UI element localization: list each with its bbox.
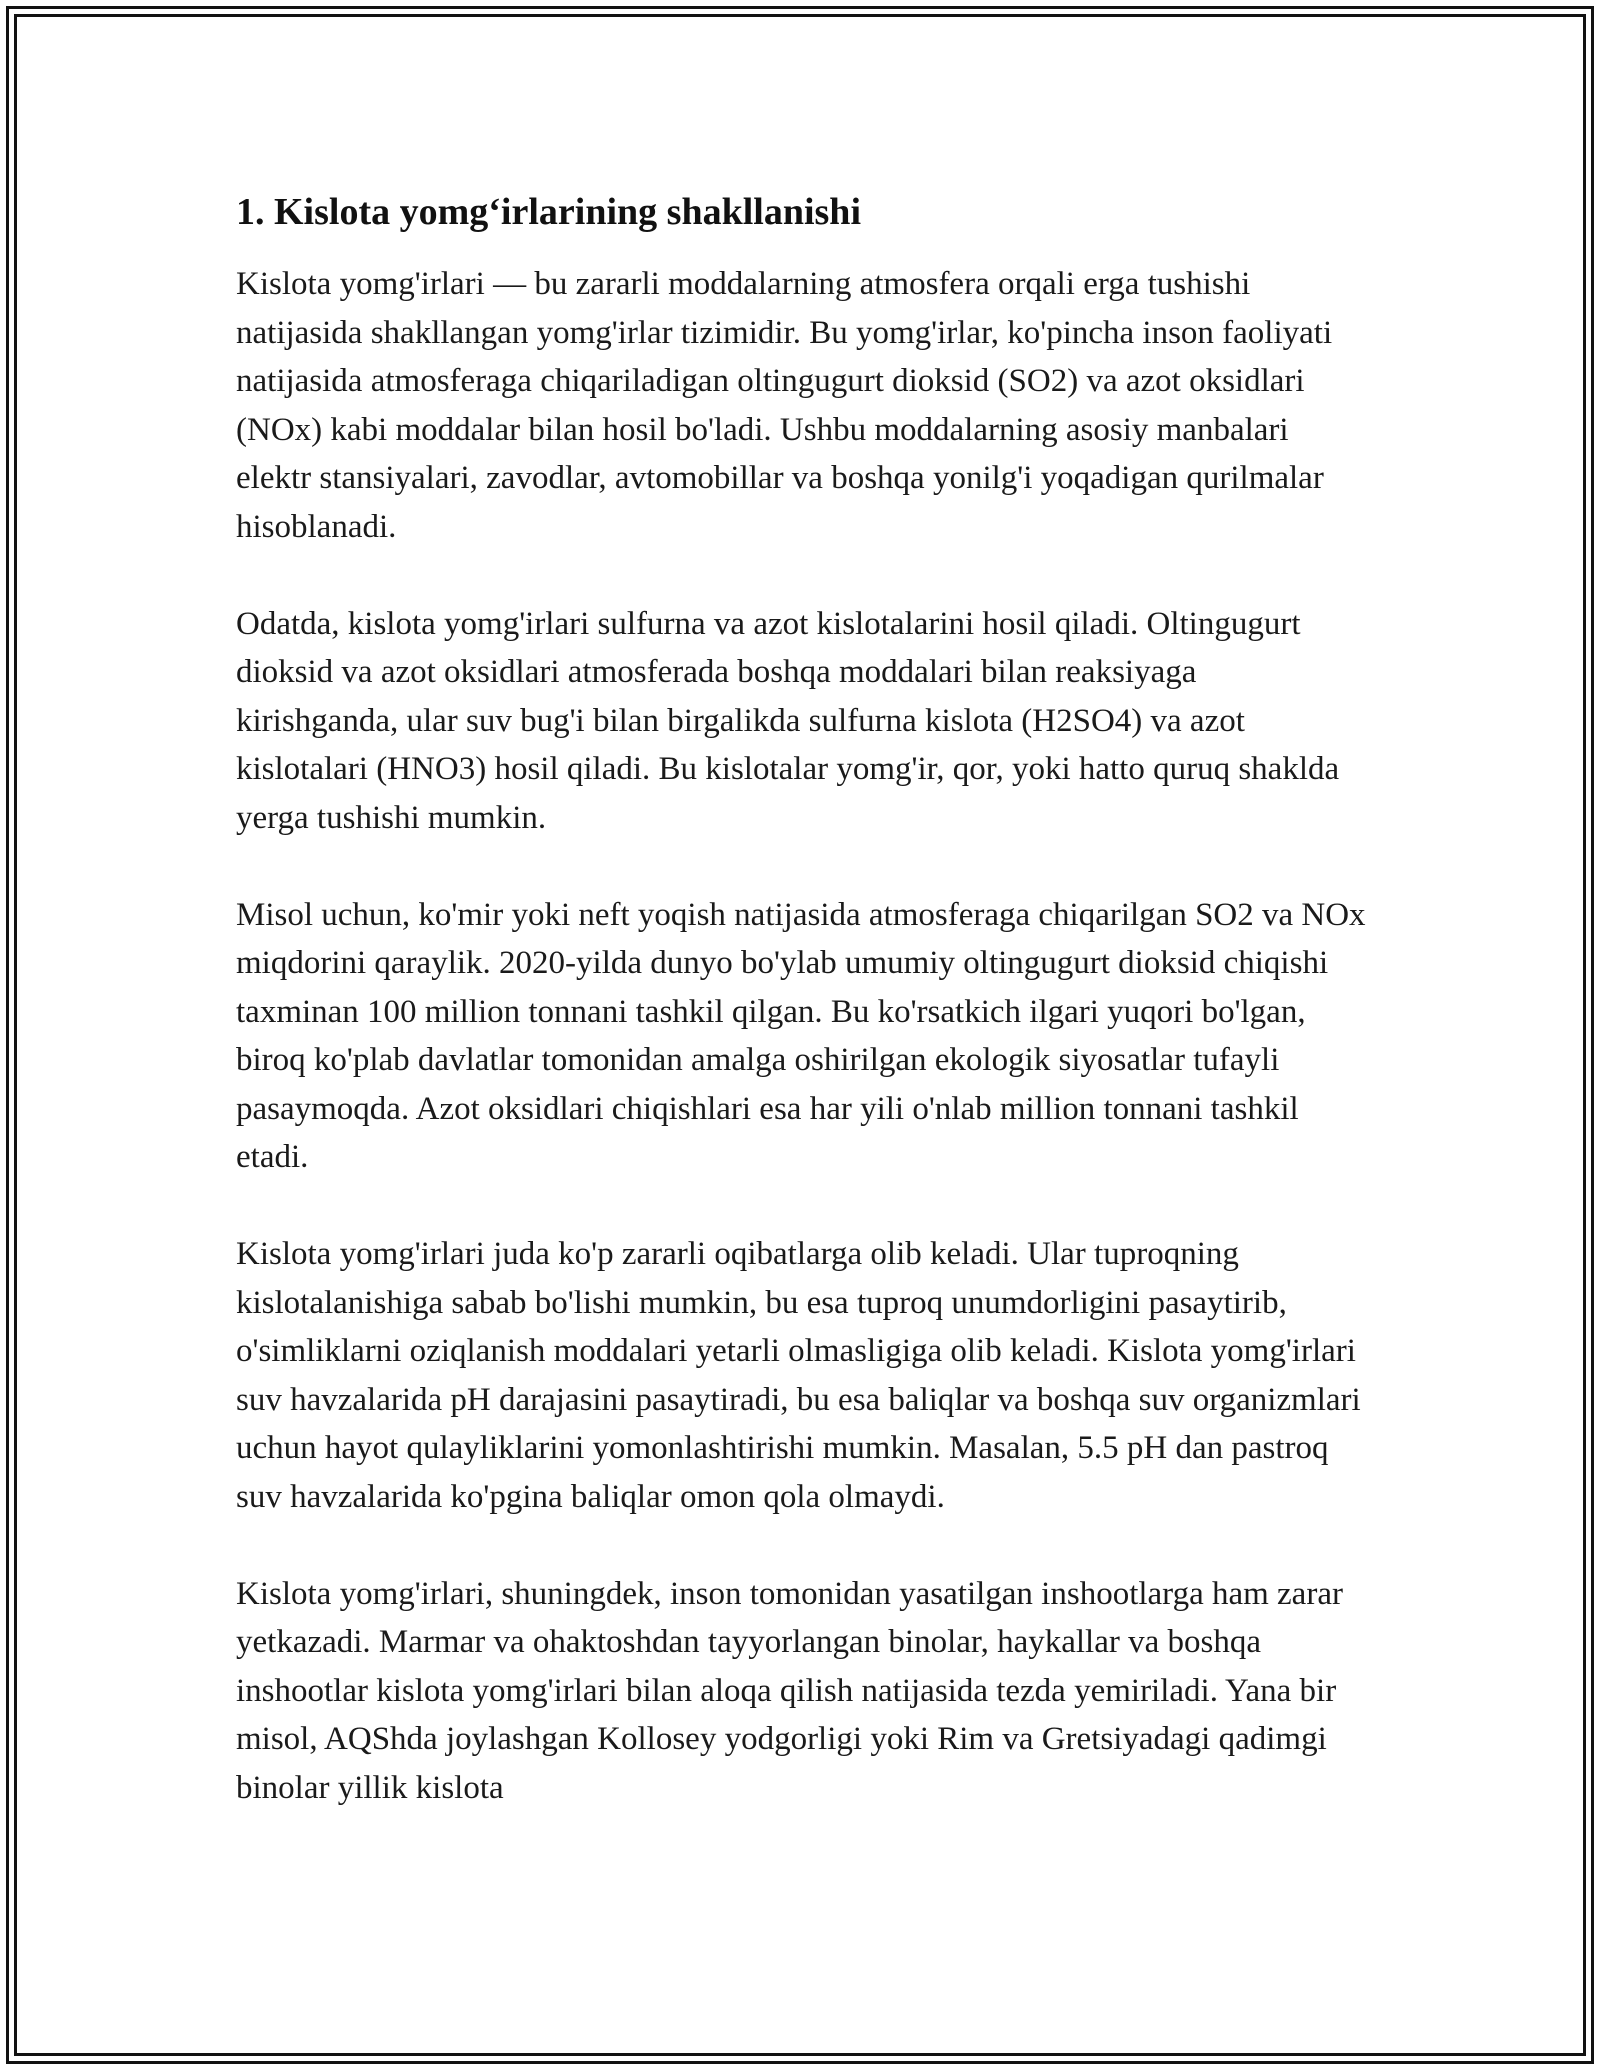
document-body [236,188,1366,1861]
paragraph-4: Kislota yomg'irlari juda ko'p zararli oqibatlarga olib keladi. Ular tuproqning kislotalanishiga sabab bo'lishi mumkin, bu esa tuproq unumdorligini pasaytirib, o'simliklarni oziqlanish moddalari yetarli olmasligiga olib keladi. Kislota yomg'irlari suv havzalarida pH darajasini pasaytiradi, bu esa baliqlar va boshqa suv organizmlari uchun hayot qulayliklarini yomonlashtirishi mumkin. Masalan, 5.5 pH dan pastroq suv havzalarida ko'pgina baliqlar omon qola olmaydi. [236,1236,1361,1515]
paragraph-5: Kislota yomg'irlari, shuningdek, inson tomonidan yasatilgan inshootlarga ham zarar yetkazadi. Marmar va ohaktoshdan tayyorlangan binolar, haykallar va boshqa inshootlar kislota yomg'irlari bilan aloqa qilish natijasida tezda yemiriladi. Yana bir misol, AQShda joylashgan Kollosey yodgorligi yoki Rim va Gretsiyadagi qadimgi binolar yillik kislota [236,1575,1343,1806]
paragraph-2: Odatda, kislota yomg'irlari sulfurna va azot kislotalarini hosil qiladi. Oltingugurt dioksid va azot oksidlari atmosferada boshqa moddalari bilan reaksiyaga kirishganda, ular suv bug'i bilan birgalikda sulfurna kislota (H2SO4) va azot kislotalari (HNO3) hosil qiladi. Bu kislotalar yomg'ir, qor, yoki hatto quruq shaklda yerga tushishi mumkin. [236,605,1340,836]
paragraph-1: Kislota yomg'irlari — bu zararli moddalarning atmosfera orqali erga tushishi natijasida shakllangan yomg'irlar tizimidir. Bu yomg'irlar, ko'pincha inson faoliyati natijasida atmosferaga chiqariladigan oltingugurt dioksid (SO2) va azot oksidlari (NOx) kabi moddalar bilan hosil bo'ladi. Ushbu moddalarning asosiy manbalari elektr stansiyalari, zavodlar, avtomobillar va boshqa yonilg'i yoqadigan qurilmalar hisoblanadi. [236,266,1333,545]
section-heading: 1. Kislota yomg‘irlarining shakllanishi [236,191,861,233]
paragraph-3: Misol uchun, ko'mir yoki neft yoqish natijasida atmosferaga chiqarilgan SO2 va NOx miqdorini qaraylik. 2020-yilda dunyo bo'ylab umumiy oltingugurt dioksid chiqishi taxminan 100 million tonnani tashkil qilgan. Bu ko'rsatkich ilgari yuqori bo'lgan, biroq ko'plab davlatlar tomonidan amalga oshirilgan ekologik siyosatlar tufayli pasaymoqda. Azot oksidlari chiqishlari esa har yili o'nlab million tonnani tashkil etadi. [236,896,1366,1175]
